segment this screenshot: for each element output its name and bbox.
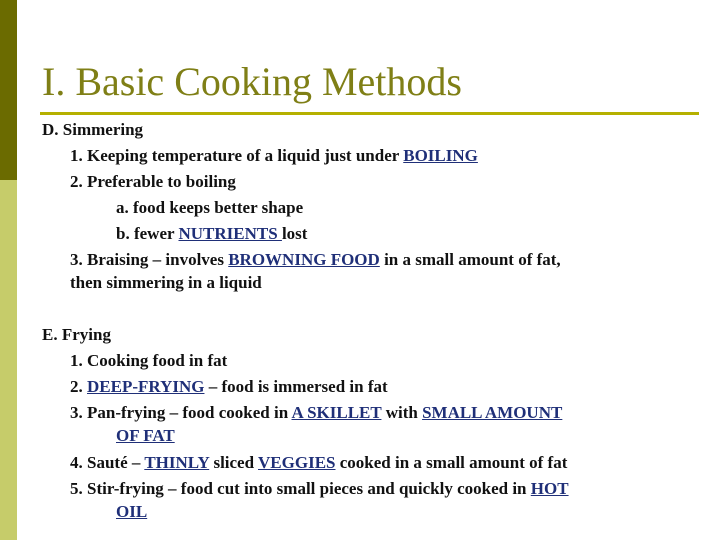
section-e-item-2 (70, 374, 388, 400)
sidebar-dark-band (0, 0, 17, 180)
answer-a-skillet: A SKILLET (291, 403, 382, 422)
section-d-item-2a: a. food keeps better shape (116, 198, 304, 217)
item-text: cooked in a small amount of fat (335, 453, 568, 472)
answer-thinly: THINLY (144, 453, 210, 472)
sidebar-light-band (0, 180, 17, 540)
title-underline-rule (40, 112, 699, 115)
answer-deep-frying: DEEP-FRYING (87, 377, 205, 396)
section-e-item-1: 1. Cooking food in fat (70, 351, 228, 370)
section-e-heading: E. Frying (42, 325, 111, 344)
section-d-item-2b (116, 221, 307, 247)
item-text: in a small amount of fat, (379, 250, 561, 269)
section-d-item-3-continued: then simmering in a liquid (70, 273, 262, 292)
item-text: 3. Pan-frying – food cooked in (70, 403, 292, 422)
answer-small-amount: SMALL AMOUNT (422, 403, 563, 422)
section-e-item-5-continued (116, 499, 147, 525)
section-e-item-3-continued (116, 423, 175, 449)
answer-veggies: VEGGIES (258, 453, 336, 472)
item-text: 2. (70, 377, 87, 396)
answer-boiling: BOILING (403, 146, 478, 165)
item-text: lost (281, 224, 308, 243)
item-text: b. fewer (116, 224, 179, 243)
slide-title: I. Basic Cooking Methods (42, 59, 462, 104)
section-d-item-1 (70, 143, 478, 169)
decorative-sidebar (0, 0, 17, 540)
item-text: 3. Braising – involves (70, 250, 229, 269)
item-text: 1. Keeping temperature of a liquid just under (70, 146, 404, 165)
item-text: 4. Sauté – (70, 453, 145, 472)
answer-oil: OIL (116, 502, 148, 521)
item-text: – food is immersed in fat (204, 377, 388, 396)
answer-browning-food: BROWNING FOOD (228, 250, 380, 269)
item-text: sliced (209, 453, 259, 472)
item-text: with (381, 403, 423, 422)
section-e-item-4 (70, 450, 567, 476)
answer-of-fat: OF FAT (116, 426, 175, 445)
section-d-heading: D. Simmering (42, 120, 144, 139)
answer-nutrients: NUTRIENTS (178, 224, 282, 243)
section-d-item-2: 2. Preferable to boiling (70, 172, 236, 191)
item-text: 5. Stir-frying – food cut into small pieces and quickly cooked in (70, 479, 531, 498)
answer-hot: HOT (530, 479, 569, 498)
